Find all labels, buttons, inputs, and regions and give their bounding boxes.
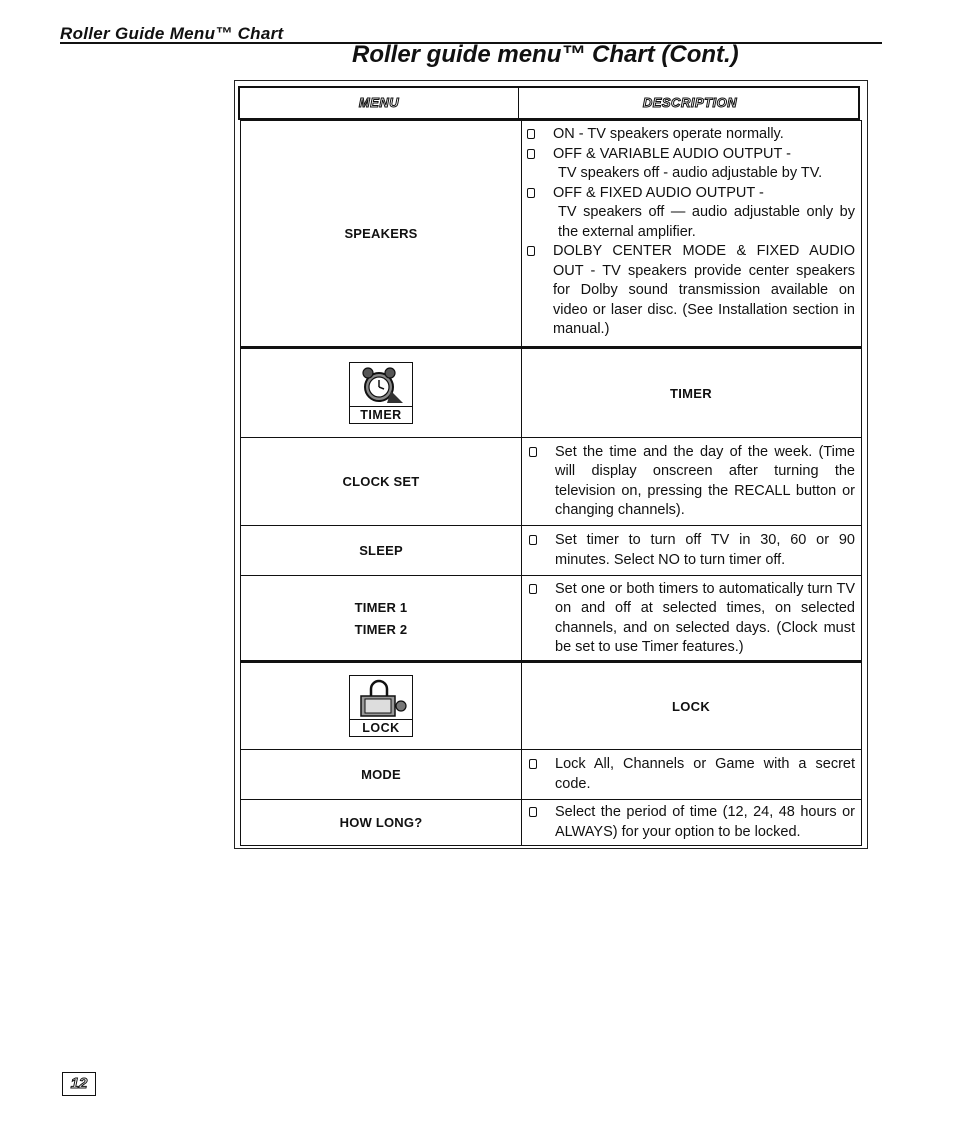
mode-description [525, 750, 857, 799]
timer-section-label: TIMER [670, 385, 712, 401]
sleep-label: SLEEP [359, 542, 403, 558]
speakers-description [523, 121, 857, 347]
table-row-speakers [240, 120, 862, 348]
bullet-box-icon [529, 807, 537, 817]
bullet-item [525, 580, 857, 658]
timers-description [525, 576, 857, 661]
timer-icon-box [349, 362, 413, 424]
bullet-item [523, 145, 857, 165]
bullet-item [525, 803, 857, 842]
clock-set-description [525, 438, 857, 525]
table-row-mode [240, 750, 862, 800]
section-header: Roller Guide Menu™ Chart [60, 24, 284, 43]
sleep-description [525, 526, 857, 575]
table-row-timers [240, 576, 862, 662]
lock-icon-caption: LOCK [350, 719, 412, 736]
bullet-item [523, 242, 857, 340]
bullet-text: OFF & FIXED AUDIO OUTPUT - [553, 184, 764, 201]
alarm-clock-icon [350, 363, 412, 406]
bullet-box-icon [527, 188, 535, 198]
bullet-item [523, 184, 857, 204]
bullet-subtext: TV speakers off - audio adjustable by TV. [558, 165, 823, 181]
bullet-text: Select the period of time (12, 24, 48 hours or ALWAYS) for your option to be locked. [555, 804, 855, 840]
mode-label: MODE [361, 766, 401, 782]
timer-icon-cell [241, 349, 521, 437]
page-number: 12 [62, 1072, 96, 1096]
bullet-item [525, 443, 857, 521]
bullet-box-icon [529, 584, 537, 594]
row-divider [521, 438, 522, 525]
table-row-how-long [240, 800, 862, 846]
bullet-text: DOLBY CENTER MODE & FIXED AUDIO OUT - TV speakers provide center speakers for Dolby sound transmission available on video or laser disc. (See Installation section in manual.) [553, 243, 855, 337]
bullet-text: OFF & VARIABLE AUDIO OUTPUT - [553, 145, 791, 162]
lock-icon-cell [241, 663, 521, 749]
timer-icon-caption: TIMER [350, 406, 412, 423]
timer2-label: TIMER 2 [354, 621, 408, 637]
bullet-item [523, 125, 857, 145]
bullet-text: Lock All, Channels or Game with a secret code. [555, 756, 855, 792]
lock-section-label: LOCK [671, 698, 711, 714]
bullet-subtext: TV speakers off — audio adjustable only by the external amplifier. [558, 204, 855, 240]
row-divider [521, 750, 522, 799]
table-row-sleep [240, 526, 862, 576]
table-row-timer-section [240, 346, 862, 438]
bullet-text: ON - TV speakers operate normally. [553, 126, 784, 142]
col-description-header: DESCRIPTION [642, 95, 738, 110]
row-divider [521, 800, 522, 845]
table-row-lock-section [240, 660, 862, 750]
row-divider [521, 121, 522, 347]
row-divider [521, 663, 522, 749]
bullet-box-icon [529, 535, 537, 545]
row-divider [521, 576, 522, 661]
table-row-clock-set [240, 438, 862, 526]
bullet-box-icon [527, 246, 535, 256]
bullet-text: Set one or both timers to automatically turn TV on and off at selected times, on selected channels, and on selected days. (Clock must be set to use Timer features.) [555, 580, 855, 655]
bullet-box-icon [527, 129, 535, 139]
how-long-label: HOW LONG? [339, 814, 423, 830]
page-title: Roller guide menu™ Chart (Cont.) [352, 41, 739, 68]
col-menu-header: MENU [358, 95, 400, 110]
table-header [238, 86, 860, 120]
bullet-box-icon [529, 759, 537, 769]
timers-label [241, 576, 521, 661]
bullet-box-icon [527, 149, 535, 159]
row-divider [521, 526, 522, 575]
bullet-item [525, 755, 857, 794]
lock-icon-box [349, 675, 413, 737]
bullet-item [525, 531, 857, 570]
clock-set-label: CLOCK SET [342, 473, 420, 489]
speakers-label-text: SPEAKERS [344, 226, 418, 241]
timer1-label: TIMER 1 [354, 599, 408, 615]
how-long-description [525, 800, 857, 845]
bullet-box-icon [529, 447, 537, 457]
row-divider [521, 349, 522, 437]
padlock-tv-icon [350, 676, 412, 719]
speakers-label [241, 121, 521, 347]
bullet-text: Set timer to turn off TV in 30, 60 or 90 minutes. Select NO to turn timer off. [555, 532, 855, 568]
bullet-text: Set the time and the day of the week. (Time will display onscreen after turning the television on, pressing the RECALL button or changing channels). [555, 443, 855, 518]
